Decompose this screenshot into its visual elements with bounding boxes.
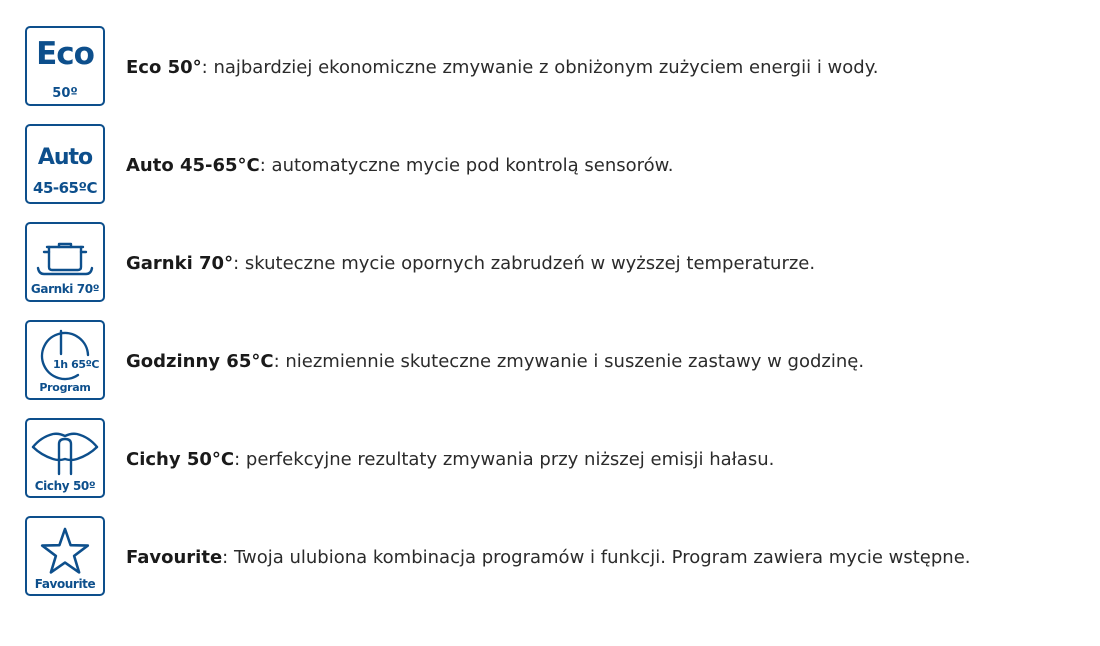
program-row-cichy [25,418,1085,502]
program-row-favourite [25,516,1085,600]
auto-icon-temp: 45-65ºC [33,179,97,197]
eco-icon-temp: 50º [52,86,78,101]
program-name: Godzinny 65°C [126,351,274,372]
cichy-description [126,448,774,472]
quiet-icon-label: Cichy 50º [34,479,96,493]
quiet-finger-icon [25,418,105,498]
program-text: : automatyczne mycie pod kontrolą sensorów. [259,155,674,176]
program-row-auto [25,124,1085,208]
garnki-description [126,252,815,276]
eco-icon [25,26,105,106]
pot-icon [25,222,105,302]
program-text: : niezmiennie skuteczne zmywanie i suszenie zastawy w godzinę. [273,351,865,372]
program-name: Garnki 70° [126,253,234,274]
program-row-garnki [25,222,1085,306]
auto-icon [25,124,105,204]
program-name: Cichy 50°C [126,449,235,470]
eco-description [126,56,879,80]
program-text: : skuteczne mycie opornych zabrudzeń w wyższej temperaturze. [233,253,816,274]
clock-icon-label: Program [39,381,91,394]
clock-icon-duration: 1h 65ºC [53,358,100,371]
program-name: Favourite [126,547,223,568]
star-icon [25,516,105,596]
program-text: : najbardziej ekonomiczne zmywanie z obniżonym zużyciem energii i wody. [201,57,879,78]
program-name: Eco 50° [126,57,202,78]
pot-icon-label: Garnki 70º [30,282,100,296]
auto-description [126,154,673,178]
auto-icon-label: Auto [37,145,93,170]
program-text: : Twoja ulubiona kombinacja programów i funkcji. Program zawiera mycie wstępne. [222,547,971,568]
program-row-godzinny [25,320,1085,404]
eco-icon-label: Eco [36,36,94,72]
program-row-eco [25,26,1085,110]
godzinny-description [126,350,864,374]
clock-icon [25,320,105,400]
program-text: : perfekcyjne rezultaty zmywania przy niższej emisji hałasu. [234,449,775,470]
star-icon-label: Favourite [34,577,96,591]
favourite-description [126,546,971,570]
program-name: Auto 45-65°C [126,155,260,176]
